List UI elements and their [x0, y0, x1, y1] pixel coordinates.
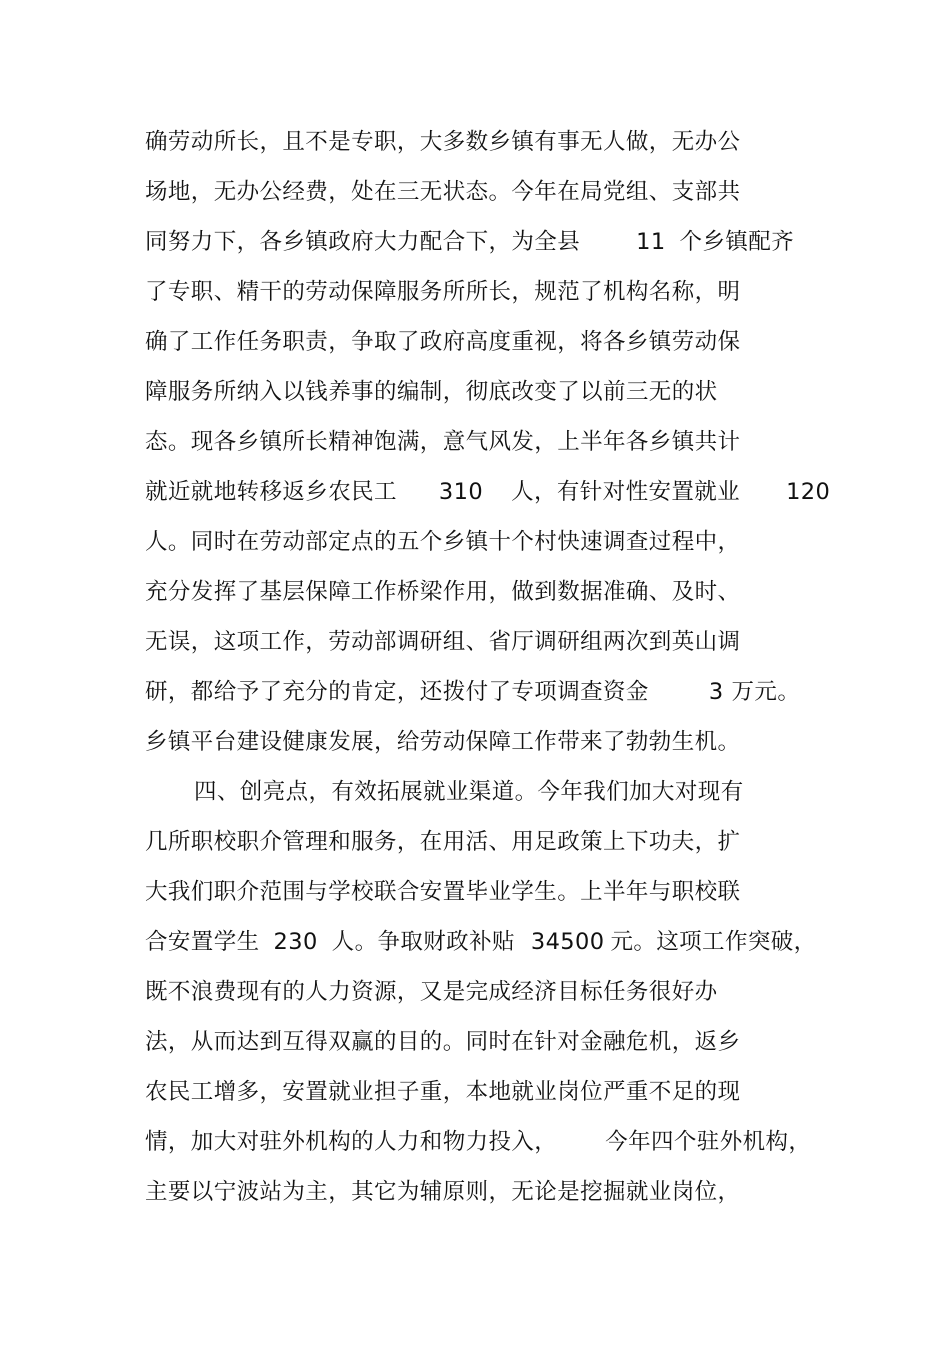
text-line-4: 了专职、精干的劳动保障服务所所长，规范了机构名称，明 — [145, 279, 741, 305]
text-line-15: 几所职校职介管理和服务，在用活、用足政策上下功夫，扩 — [145, 829, 741, 855]
text-line-19: 法，从而达到互得双赢的目的。同时在针对金融危机，返乡 — [145, 1029, 741, 1055]
text-line-10: 充分发挥了基层保障工作桥梁作用，做到数据准确、及时、 — [145, 579, 741, 605]
text-line-6: 障服务所纳入以钱养事的编制，彻底改变了以前三无的状 — [145, 379, 718, 405]
text-line-17: 合安置学生 230 人。争取财政补贴 34500 元。这项工作突破， — [145, 929, 817, 955]
text-line-8: 就近就地转移返乡农民工 310 人，有针对性安置就业 120 — [145, 479, 831, 505]
text-line-16: 大我们职介范围与学校联合安置毕业学生。上半年与职校联 — [145, 879, 741, 905]
text-line-20: 农民工增多，安置就业担子重，本地就业岗位严重不足的现 — [145, 1079, 741, 1105]
text-line-12: 研，都给予了充分的肯定，还拨付了专项调查资金 3 万元。 — [145, 679, 801, 705]
text-line-22: 主要以宁波站为主，其它为辅原则，无论是挖掘就业岗位， — [145, 1179, 741, 1205]
text-line-5: 确了工作任务职责，争取了政府高度重视，将各乡镇劳动保 — [145, 329, 741, 355]
text-line-11: 无误，这项工作，劳动部调研组、省厅调研组两次到英山调 — [145, 629, 741, 655]
text-line-1: 确劳动所长，且不是专职，大多数乡镇有事无人做，无办公 — [145, 129, 741, 155]
text-line-7: 态。现各乡镇所长精神饱满，意气风发，上半年各乡镇共计 — [145, 429, 741, 455]
text-line-9: 人。同时在劳动部定点的五个乡镇十个村快速调查过程中， — [145, 529, 741, 555]
text-line-13: 乡镇平台建设健康发展，给劳动保障工作带来了勃勃生机。 — [145, 729, 741, 755]
text-line-21: 情，加大对驻外机构的人力和物力投入， 今年四个驻外机构， — [145, 1129, 812, 1155]
paragraph-heading-line: 四、创亮点，有效拓展就业渠道。今年我们加大对现有 — [194, 779, 744, 805]
text-line-3: 同努力下，各乡镇政府大力配合下，为全县 11 个乡镇配齐 — [145, 229, 795, 255]
text-line-2: 场地，无办公经费，处在三无状态。今年在局党组、支部共 — [145, 179, 741, 205]
text-line-18: 既不浪费现有的人力资源，又是完成经济目标任务很好办 — [145, 979, 718, 1005]
